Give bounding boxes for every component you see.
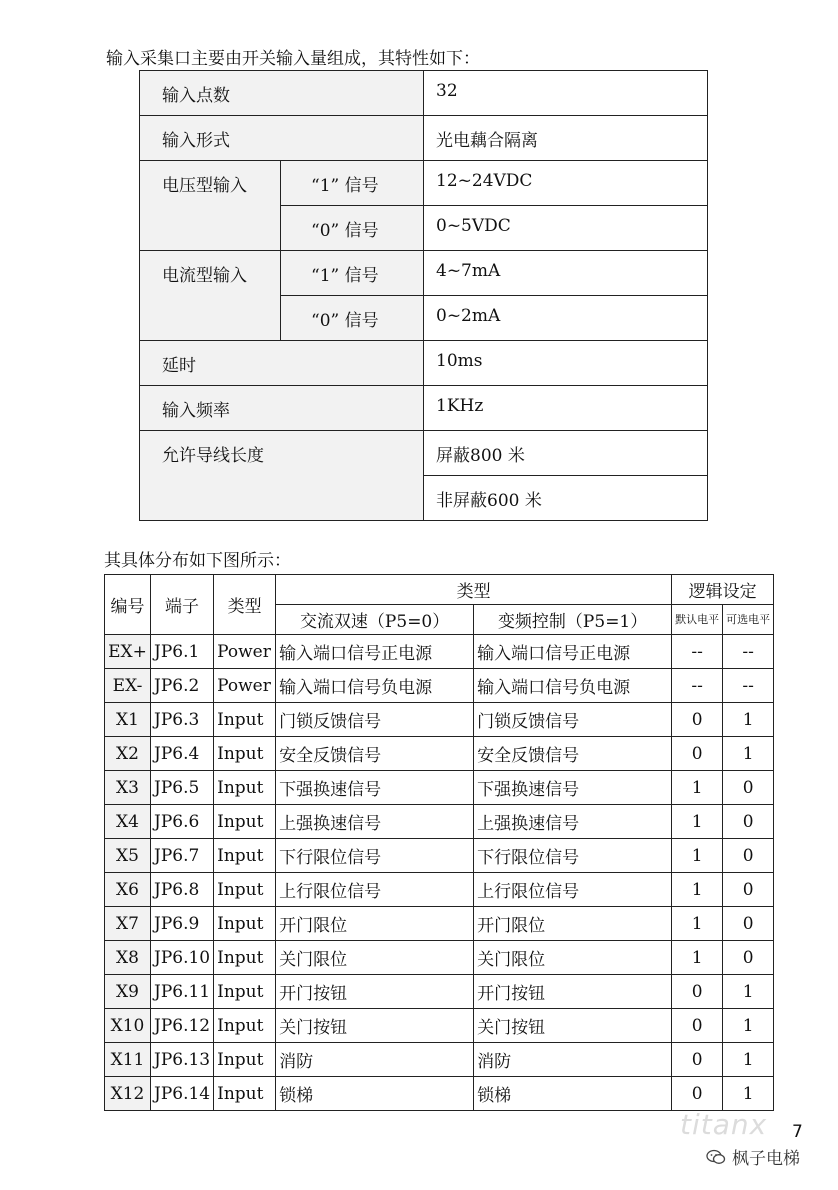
row-ac-function: 锁梯	[276, 1077, 474, 1111]
row-terminal: JP6.5	[151, 771, 214, 805]
delay-label: 延时	[140, 341, 424, 386]
distribution-intro: 其具体分布如下图所示：	[104, 551, 291, 571]
row-num: EX+	[105, 635, 151, 669]
row-kind: Input	[214, 771, 276, 805]
row-num: X7	[105, 907, 151, 941]
row-ac-function: 上强换速信号	[276, 805, 474, 839]
table-row	[105, 941, 774, 975]
row-terminal: JP6.14	[151, 1077, 214, 1111]
voltage-label: 电压型输入	[140, 161, 281, 251]
row-default-level: 0	[672, 1043, 723, 1077]
row-default-level: 1	[672, 839, 723, 873]
row-num: X10	[105, 1009, 151, 1043]
row-default-level: 1	[672, 907, 723, 941]
page-number: 7	[792, 1122, 803, 1142]
row-terminal: JP6.10	[151, 941, 214, 975]
row-vf-function: 输入端口信号负电源	[474, 669, 672, 703]
row-terminal: JP6.8	[151, 873, 214, 907]
row-optional-level: 1	[723, 737, 774, 771]
table-row	[105, 805, 774, 839]
row-kind: Input	[214, 703, 276, 737]
row-optional-level: 1	[723, 975, 774, 1009]
voltage-signal0-label: “0” 信号	[281, 206, 424, 251]
row-vf-function: 消防	[474, 1043, 672, 1077]
row-default-level: 1	[672, 805, 723, 839]
wire-label: 允许导线长度	[140, 431, 424, 521]
row-default-level: --	[672, 635, 723, 669]
row-ac-function: 安全反馈信号	[276, 737, 474, 771]
row-num: X12	[105, 1077, 151, 1111]
input-points-label: 输入点数	[140, 71, 424, 116]
voltage-signal1-label: “1” 信号	[281, 161, 424, 206]
row-kind: Input	[214, 1077, 276, 1111]
row-num: X6	[105, 873, 151, 907]
row-ac-function: 开门限位	[276, 907, 474, 941]
row-terminal: JP6.13	[151, 1043, 214, 1077]
table-row	[105, 1043, 774, 1077]
row-default-level: --	[672, 669, 723, 703]
row-kind: Power	[214, 635, 276, 669]
table-row	[105, 703, 774, 737]
row-optional-level: --	[723, 635, 774, 669]
spec-row-voltage-1	[140, 161, 708, 206]
row-default-level: 0	[672, 1009, 723, 1043]
table-row	[105, 1077, 774, 1111]
row-default-level: 1	[672, 873, 723, 907]
table-row	[105, 737, 774, 771]
spec-row-wire-shielded	[140, 431, 708, 476]
row-optional-level: 1	[723, 1077, 774, 1111]
row-kind: Input	[214, 975, 276, 1009]
table-row	[105, 873, 774, 907]
row-terminal: JP6.12	[151, 1009, 214, 1043]
row-optional-level: 0	[723, 805, 774, 839]
col-header-logic: 逻辑设定	[672, 575, 774, 605]
row-optional-level: 0	[723, 771, 774, 805]
table-row	[105, 975, 774, 1009]
row-default-level: 0	[672, 1077, 723, 1111]
row-optional-level: 1	[723, 703, 774, 737]
row-terminal: JP6.9	[151, 907, 214, 941]
row-vf-function: 锁梯	[474, 1077, 672, 1111]
voltage-0-value: 0~5VDC	[424, 206, 708, 251]
row-optional-level: 1	[723, 1043, 774, 1077]
row-num: X2	[105, 737, 151, 771]
row-num: X4	[105, 805, 151, 839]
row-num: EX-	[105, 669, 151, 703]
row-ac-function: 关门按钮	[276, 1009, 474, 1043]
row-optional-level: 0	[723, 873, 774, 907]
spec-row-delay	[140, 341, 708, 386]
col-header-kind: 类型	[214, 575, 276, 635]
row-terminal: JP6.4	[151, 737, 214, 771]
row-default-level: 0	[672, 737, 723, 771]
input-form-label: 输入形式	[140, 116, 424, 161]
row-default-level: 1	[672, 941, 723, 975]
row-kind: Input	[214, 873, 276, 907]
row-vf-function: 上行限位信号	[474, 873, 672, 907]
current-signal1-label: “1” 信号	[281, 251, 424, 296]
row-ac-function: 上行限位信号	[276, 873, 474, 907]
voltage-1-value: 12~24VDC	[424, 161, 708, 206]
spec-row-form	[140, 116, 708, 161]
row-num: X5	[105, 839, 151, 873]
table-row	[105, 635, 774, 669]
row-optional-level: 1	[723, 1009, 774, 1043]
brand-name: 枫子电梯	[732, 1149, 800, 1169]
table-row	[105, 771, 774, 805]
row-terminal: JP6.7	[151, 839, 214, 873]
row-num: X8	[105, 941, 151, 975]
freq-label: 输入频率	[140, 386, 424, 431]
current-label: 电流型输入	[140, 251, 281, 341]
wechat-icon	[706, 1149, 726, 1165]
col-header-vf: 变频控制（P5=1）	[474, 605, 672, 635]
brand-mark	[706, 1144, 800, 1169]
intro-text: 输入采集口主要由开关输入量组成，其特性如下：	[106, 49, 480, 69]
row-default-level: 0	[672, 703, 723, 737]
col-header-num: 编号	[105, 575, 151, 635]
current-signal0-label: “0” 信号	[281, 296, 424, 341]
spec-row-freq	[140, 386, 708, 431]
watermark: titanx	[680, 1108, 768, 1141]
row-kind: Input	[214, 1043, 276, 1077]
row-vf-function: 关门限位	[474, 941, 672, 975]
row-optional-level: 0	[723, 941, 774, 975]
row-default-level: 0	[672, 975, 723, 1009]
row-vf-function: 下强换速信号	[474, 771, 672, 805]
input-distribution-table	[104, 574, 774, 1111]
row-vf-function: 开门按钮	[474, 975, 672, 1009]
row-terminal: JP6.11	[151, 975, 214, 1009]
current-1-value: 4~7mA	[424, 251, 708, 296]
spec-row-points	[140, 71, 708, 116]
row-num: X9	[105, 975, 151, 1009]
row-ac-function: 门锁反馈信号	[276, 703, 474, 737]
row-ac-function: 下强换速信号	[276, 771, 474, 805]
row-terminal: JP6.6	[151, 805, 214, 839]
row-kind: Power	[214, 669, 276, 703]
row-ac-function: 开门按钮	[276, 975, 474, 1009]
row-kind: Input	[214, 737, 276, 771]
header-row-1	[105, 575, 774, 605]
row-kind: Input	[214, 907, 276, 941]
table-row	[105, 839, 774, 873]
row-kind: Input	[214, 1009, 276, 1043]
row-vf-function: 安全反馈信号	[474, 737, 672, 771]
col-header-terminal: 端子	[151, 575, 214, 635]
row-terminal: JP6.2	[151, 669, 214, 703]
col-header-ac: 交流双速（P5=0）	[276, 605, 474, 635]
row-vf-function: 开门限位	[474, 907, 672, 941]
input-points-value: 32	[424, 71, 708, 116]
spec-row-current-1	[140, 251, 708, 296]
row-vf-function: 关门按钮	[474, 1009, 672, 1043]
col-header-type-group: 类型	[276, 575, 672, 605]
table-row	[105, 1009, 774, 1043]
row-optional-level: 0	[723, 839, 774, 873]
table-row	[105, 907, 774, 941]
row-num: X11	[105, 1043, 151, 1077]
current-0-value: 0~2mA	[424, 296, 708, 341]
table-row	[105, 669, 774, 703]
row-ac-function: 关门限位	[276, 941, 474, 975]
input-spec-table	[139, 70, 708, 521]
row-kind: Input	[214, 941, 276, 975]
freq-value: 1KHz	[424, 386, 708, 431]
row-vf-function: 门锁反馈信号	[474, 703, 672, 737]
col-header-default-level: 默认电平	[672, 605, 723, 635]
delay-value: 10ms	[424, 341, 708, 386]
input-form-value: 光电藕合隔离	[424, 116, 708, 161]
row-kind: Input	[214, 805, 276, 839]
wire-shielded-value: 屏蔽800 米	[424, 431, 708, 476]
row-ac-function: 输入端口信号负电源	[276, 669, 474, 703]
row-num: X3	[105, 771, 151, 805]
row-kind: Input	[214, 839, 276, 873]
row-terminal: JP6.1	[151, 635, 214, 669]
row-vf-function: 上强换速信号	[474, 805, 672, 839]
row-ac-function: 消防	[276, 1043, 474, 1077]
row-terminal: JP6.3	[151, 703, 214, 737]
row-optional-level: 0	[723, 907, 774, 941]
row-ac-function: 下行限位信号	[276, 839, 474, 873]
row-ac-function: 输入端口信号正电源	[276, 635, 474, 669]
row-default-level: 1	[672, 771, 723, 805]
row-optional-level: --	[723, 669, 774, 703]
col-header-optional-level: 可选电平	[723, 605, 774, 635]
row-vf-function: 输入端口信号正电源	[474, 635, 672, 669]
wire-unshielded-value: 非屏蔽600 米	[424, 476, 708, 521]
row-vf-function: 下行限位信号	[474, 839, 672, 873]
row-num: X1	[105, 703, 151, 737]
